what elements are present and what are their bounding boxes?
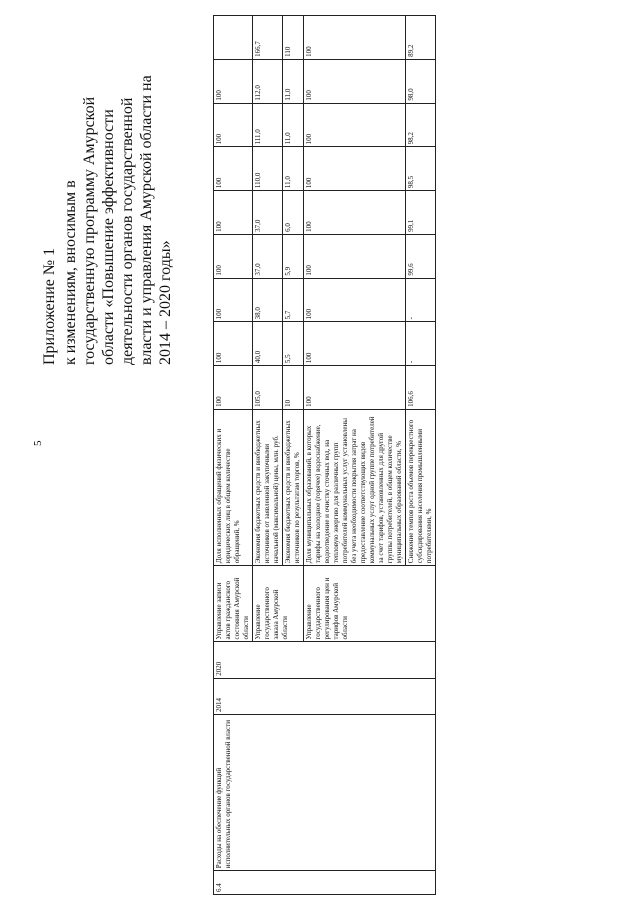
value-cell: 10 [283,366,304,410]
value-cell: 38,0 [253,278,283,322]
value-cell: 106,6 [406,366,436,410]
value-cell: 6,0 [283,191,304,235]
year-start: 2014 [214,678,436,714]
value-cell: 11,0 [283,59,304,103]
value-cell: 98,0 [406,59,436,103]
indicator-cell: Доля муниципальных образований, в которых тарифы на холодное (горячее) водоснабжение, водоотведение и очистку сточных вод, на тепловую энергию для различных групп потребителей коммунальных услуг установлены без учета необходимости покрытия затрат на предоставление соответствующих видов коммунальных услуг одной группе потребителей за счет тарифов, установленных для другой группы потребителей, в общем количестве муниципальных образований области, % [304,409,406,565]
value-cell: 100 [304,278,406,322]
value-cell: 100 [304,234,406,278]
value-cell: 5,9 [283,234,304,278]
value-cell: 98,5 [406,147,436,191]
value-cell: 100 [214,147,253,191]
page-number: 5 [32,440,44,446]
value-cell: 5,7 [283,278,304,322]
row-number: 6.4 [214,871,436,895]
value-cell: 37,0 [253,234,283,278]
value-cell: 11,0 [283,103,304,147]
expense-name: Расходы на обеспечение функций исполнительных органов государственной власти [214,714,436,870]
executor-cell: Управление государственного регулирования цен и тарифов Амурской области [304,566,436,642]
appendix-block [40,65,175,365]
year-end: 2020 [214,642,436,678]
value-cell: 100 [304,191,406,235]
value-cell: 100 [304,59,406,103]
value-cell [214,16,253,60]
value-cell: 166,7 [253,16,283,60]
indicator-cell: Экономия бюджетных средств и внебюджетных источников от заявленной закупочными начальной (максимальной) цены, млн. руб. [253,409,283,565]
value-cell: 11,0 [283,147,304,191]
value-cell: 100 [304,147,406,191]
value-cell: 111,0 [253,103,283,147]
value-cell: 100 [214,103,253,147]
value-cell: 99,6 [406,234,436,278]
executor-cell: Управление записи актов гражданского состояния Амурской области [214,566,253,642]
value-cell: 98,2 [406,103,436,147]
value-cell: 5,5 [283,322,304,366]
value-cell: 105,0 [253,366,283,410]
value-cell: 100 [214,234,253,278]
value-cell: 100 [214,322,253,366]
value-cell: 40,0 [253,322,283,366]
indicator-cell: Доля исполненных обращений физических и юридических лиц в общем количестве обращений, % [214,409,253,565]
value-cell: 100 [214,191,253,235]
value-cell: 100 [304,103,406,147]
value-cell: 110,0 [253,147,283,191]
value-cell: 100 [304,16,406,60]
value-cell: 112,0 [253,59,283,103]
appendix-heading: Приложение № 1 [41,247,58,365]
value-cell: 89,2 [406,16,436,60]
value-cell: 37,0 [253,191,283,235]
indicator-cell: Снижение темпов роста объемов перекрестного субсидирования населения промышленными потребителями, % [406,409,436,565]
value-cell: - [406,278,436,322]
indicator-table [213,15,436,895]
appendix-text: к изменениям, вносимым в государственную программу Амурской области «Повышение эффективности деятельности органов государственной власти и управления Амурской области на 2014 – 2020 годы» [62,75,174,365]
table-row [214,16,253,895]
value-cell: 100 [304,322,406,366]
value-cell: 99,1 [406,191,436,235]
indicator-cell: Экономия бюджетных средств и внебюджетных источников по результатам торгов, % [283,409,304,565]
value-cell: 100 [214,278,253,322]
value-cell: 100 [214,59,253,103]
executor-cell: Управление государственного заказа Амурской области [253,566,304,642]
value-cell: - [406,322,436,366]
value-cell: 100 [214,366,253,410]
value-cell: 100 [304,366,406,410]
value-cell: 110 [283,16,304,60]
